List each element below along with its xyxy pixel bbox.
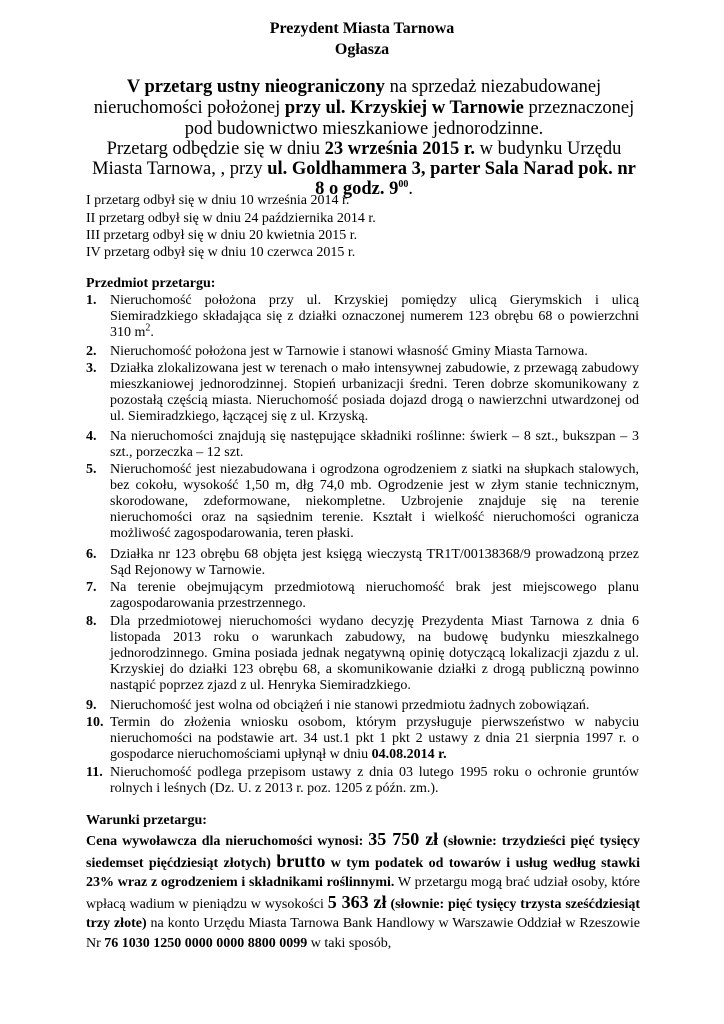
item-number: 2. bbox=[86, 344, 97, 359]
item-text-end: . bbox=[150, 325, 154, 340]
item-number: 11. bbox=[86, 765, 103, 780]
deposit-text-3: w taki sposób, bbox=[307, 935, 392, 951]
item-text: Działka zlokalizowana jest w terenach o mało intensywnej zabudowie, z przewagą zabudowy mieszkaniowej jednorodzinnej. Stopień urbanizacji średni. Teren dobrze skomunikowany z pozostałą częścią miasta. Nieruchomość posiada dojazd drogą o nawierzchni utwardzonej od ul. Siemiradzkiego, łączącej się z ul. Krzyską. bbox=[110, 361, 639, 424]
subject-item bbox=[86, 429, 639, 461]
item-number: 9. bbox=[86, 698, 97, 713]
item-bold-date: 04.08.2014 r. bbox=[371, 747, 447, 762]
subject-item bbox=[86, 580, 639, 612]
item-number: 8. bbox=[86, 614, 97, 629]
bank-account: 76 1030 1250 0000 0000 8800 0099 bbox=[104, 935, 308, 951]
item-number: 1. bbox=[86, 293, 97, 308]
document-title: Prezydent Miasta Tarnowa bbox=[269, 20, 455, 37]
date-hour-sup: 00 bbox=[398, 178, 409, 190]
announcement-bold-1: V przetarg ustny nieograniczony bbox=[126, 77, 385, 97]
subject-item bbox=[86, 462, 639, 542]
history-line-1: I przetarg odbył się w dniu 10 września 2014 r. bbox=[86, 193, 350, 208]
deposit-value: 5 363 zł bbox=[327, 891, 387, 912]
subject-item bbox=[86, 765, 639, 797]
document-subtitle: Ogłasza bbox=[334, 41, 390, 58]
announcement-text-2: przeznaczonej pod budownictwo mieszkaniowe jednorodzinne. bbox=[184, 98, 635, 139]
subject-item bbox=[86, 344, 639, 360]
price-words: (słownie: trzydzieści pięć tysięcy siedemset pięćdziesiąt złotych) bbox=[86, 834, 640, 871]
item-text: Na nieruchomości znajdują się następujące składniki roślinne: świerk – 8 szt., bukszpan – 3 szt., porzeczka – 12 szt. bbox=[110, 429, 639, 460]
price-value: 35 750 zł bbox=[368, 829, 439, 849]
subject-item bbox=[86, 614, 639, 694]
history-line-3: III przetarg odbył się w dniu 20 kwietnia 2015 r. bbox=[86, 228, 358, 243]
date-text-1: Przetarg odbędzie się w dniu bbox=[106, 139, 325, 159]
deposit-text-2: na konto Urzędu Miasta Tarnowa Bank Handlowy w Warszawie Oddział w Rzeszowie Nr bbox=[86, 916, 641, 951]
item-text bbox=[110, 715, 639, 763]
announcement-paragraph bbox=[86, 77, 642, 140]
item-text-body: Nieruchomość położona przy ul. Krzyskiej pomiędzy ulicą Gierymskich i ulicą Siemiradzkiego składająca się z działki oznaczonej numerem 123 obrębu 68 o powierzchni 310 m bbox=[110, 293, 639, 340]
date-location: ul. Goldhammera 3, parter Sala Narad pok. nr 8 o godz. 9 bbox=[267, 159, 636, 199]
item-text: Nieruchomość położona jest w Tarnowie i stanowi własność Gminy Miasta Tarnowa. bbox=[110, 344, 588, 359]
item-text bbox=[110, 293, 639, 341]
subject-item bbox=[86, 361, 639, 425]
item-number: 10. bbox=[86, 715, 104, 730]
item-number: 4. bbox=[86, 429, 97, 444]
item-number: 6. bbox=[86, 547, 97, 562]
price-tax: w tym podatek od towarów i usług według stawki 23% wraz z ogrodzeniem i składnikami roślinnymi. bbox=[86, 855, 640, 890]
subject-item bbox=[86, 293, 639, 341]
item-text: Na terenie obejmującym przedmiotową nieruchomość brak jest miejscowego planu zagospodarowania przestrzennego. bbox=[110, 580, 639, 611]
announcement-text-1: na sprzedaż niezabudowanej nieruchomości położonej bbox=[93, 77, 602, 118]
item-text: Dla przedmiotowej nieruchomości wydano decyzję Prezydenta Miast Tarnowa z dnia 6 listopada 2013 roku o warunkach zabudowy, na budowę budynku mieszkalnego jednorodzinnego. Gmina posiada jednak negatywną opinię dotyczącą lokalizacji zjazdu z ul. Krzyskiej do działki 123 obrębu 68, a skomunikowanie działki z drogą publiczną powinno nastąpić poprzez zjazd z ul. Henryka Siemiradzkiego. bbox=[110, 614, 639, 693]
subject-item bbox=[86, 715, 639, 763]
conditions-heading: Warunki przetargu: bbox=[86, 813, 207, 828]
auction-date-paragraph bbox=[86, 139, 642, 199]
subject-heading: Przedmiot przetargu: bbox=[86, 276, 216, 291]
item-text: Działka nr 123 obrębu 68 objęta jest księgą wieczystą TR1T/00138368/9 prowadzoną przez Sąd Rejonowy w Tarnowie. bbox=[110, 547, 639, 578]
announcement-bold-2: przy ul. Krzyskiej w Tarnowie bbox=[284, 98, 524, 118]
price-label: Cena wywoławcza dla nieruchomości wynosi: bbox=[86, 834, 369, 849]
conditions-paragraph bbox=[86, 830, 640, 953]
date-end: . bbox=[408, 179, 413, 199]
item-text-body: Termin do złożenia wniosku osobom, którym przysługuje pierwszeństwo w nabyciu nieruchomości na podstawie art. 34 ust.1 pkt 1 pkt 2 ustawy z dnia 21 sierpnia 1997 r. o gospodarce nieruchomościami upłynął w dniu bbox=[110, 715, 639, 762]
item-text: Nieruchomość podlega przepisom ustawy z dnia 03 lutego 1995 roku o ochronie gruntów rolnych i leśnych (Dz. U. z 2013 r. poz. 1205 z późn. zm.). bbox=[110, 765, 639, 796]
item-text: Nieruchomość jest niezabudowana i ogrodzona ogrodzeniem z siatki na słupkach stalowych, bez cokołu, wysokość 1,50 m, dłg 74,0 mb. Ogrodzenie jest w złym stanie technicznym, skorodowane, zdeformowane, niekompletne. Uzbrojenie znajduje się na terenie nieruchomości oraz na sąsiednim terenie. Kształt i wielkość nieruchomości ogranicza możliwość zagospodarowania, teren płaski. bbox=[110, 462, 639, 541]
price-brutto: brutto bbox=[276, 850, 326, 871]
deposit-words: (słownie: pięć tysięcy trzysta sześćdziesiąt trzy złote) bbox=[86, 896, 641, 931]
date-bold-1: 23 września 2015 r. bbox=[324, 139, 475, 159]
item-number: 7. bbox=[86, 580, 97, 595]
subject-item bbox=[86, 698, 639, 714]
deposit-text-1: W przetargu mogą brać udział osoby, które wpłacą wadium w pieniądzu w wysokości bbox=[86, 875, 641, 912]
item-number: 5. bbox=[86, 462, 97, 477]
subject-item bbox=[86, 547, 639, 579]
history-line-4: IV przetarg odbył się w dniu 10 czerwca 2015 r. bbox=[86, 245, 356, 260]
history-line-2: II przetarg odbył się w dniu 24 października 2014 r. bbox=[86, 211, 376, 226]
item-text: Nieruchomość jest wolna od obciążeń i nie stanowi przedmiotu żadnych zobowiązań. bbox=[110, 698, 590, 713]
item-number: 3. bbox=[86, 361, 97, 376]
date-text-2: w budynku Urzędu Miasta Tarnowa, , przy bbox=[92, 139, 622, 179]
item-sup: 2 bbox=[145, 322, 151, 334]
